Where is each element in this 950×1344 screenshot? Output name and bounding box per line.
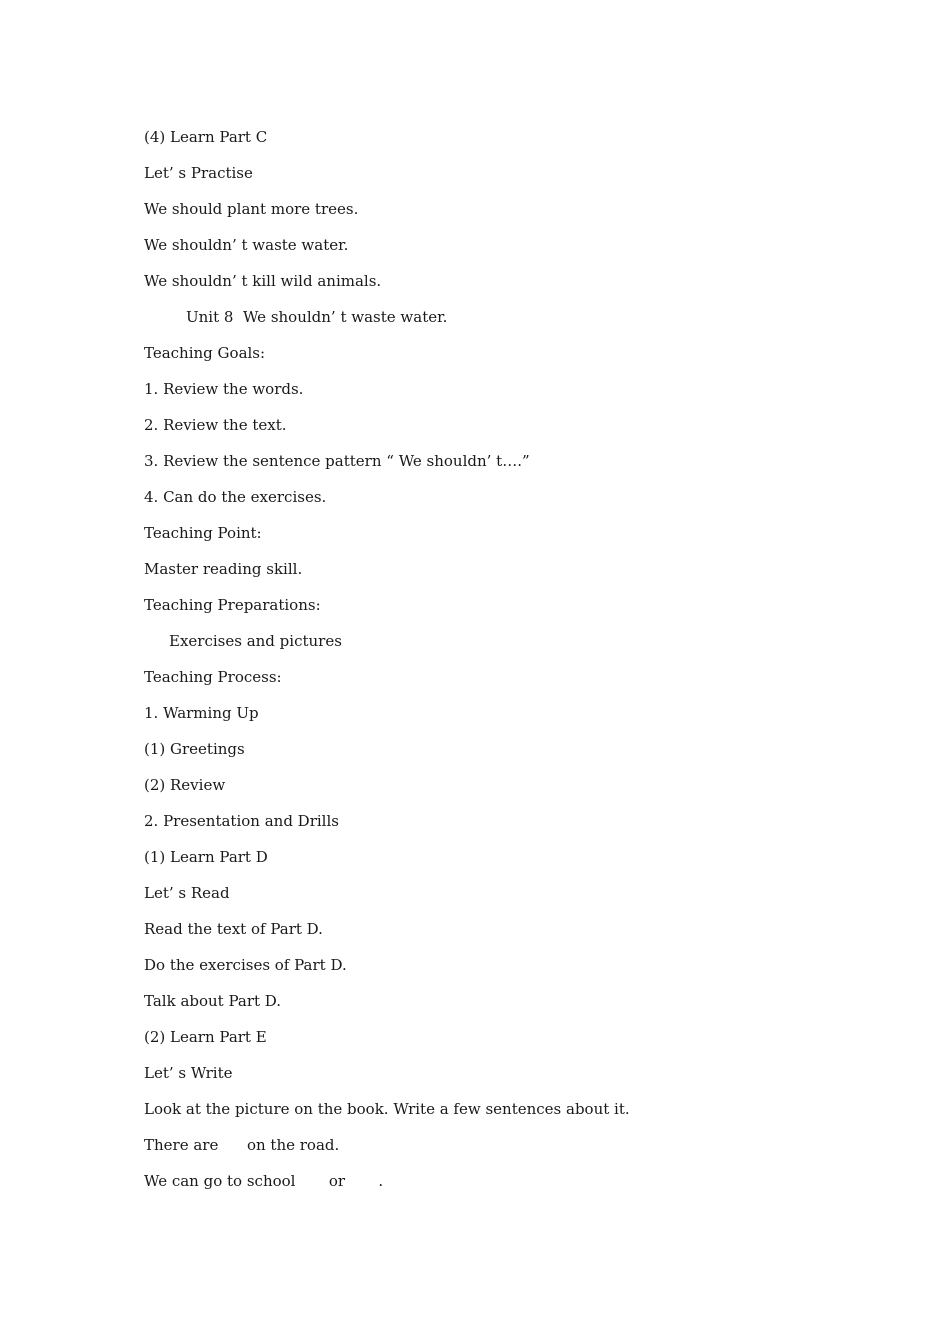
teaching-goals-heading: Teaching Goals:: [144, 344, 266, 362]
unit-title: Unit 8 We shouldn’ t waste water.: [186, 308, 448, 326]
process-step: 1. Warming Up: [144, 704, 259, 722]
process-substep: (1) Learn Part D: [144, 848, 268, 866]
teaching-process-heading: Teaching Process:: [144, 668, 282, 686]
subheading-lets-write: Let’ s Write: [144, 1064, 233, 1082]
goal-item: 3. Review the sentence pattern “ We shouldn’ t….”: [144, 452, 530, 470]
process-substep: (1) Greetings: [144, 740, 245, 758]
text-line: Exercises and pictures: [169, 632, 342, 650]
text-line: Do the exercises of Part D.: [144, 956, 347, 974]
goal-item: 4. Can do the exercises.: [144, 488, 327, 506]
goal-item: 2. Review the text.: [144, 416, 287, 434]
subheading-lets-practise: Let’ s Practise: [144, 164, 253, 182]
process-substep: (2) Learn Part E: [144, 1028, 267, 1046]
text-line: Talk about Part D.: [144, 992, 282, 1010]
teaching-preparations-heading: Teaching Preparations:: [144, 596, 321, 614]
teaching-point-heading: Teaching Point:: [144, 524, 262, 542]
text-line: We should plant more trees.: [144, 200, 359, 218]
text-line: We shouldn’ t kill wild animals.: [144, 272, 382, 290]
subheading-lets-read: Let’ s Read: [144, 884, 230, 902]
goal-item: 1. Review the words.: [144, 380, 304, 398]
text-line: Master reading skill.: [144, 560, 303, 578]
fill-in-line: We can go to school or .: [144, 1172, 384, 1190]
section-heading-part-c: (4) Learn Part C: [144, 128, 268, 146]
text-line: Read the text of Part D.: [144, 920, 323, 938]
fill-in-line: There are on the road.: [144, 1136, 340, 1154]
text-line: Look at the picture on the book. Write a few sentences about it.: [144, 1100, 630, 1118]
text-line: We shouldn’ t waste water.: [144, 236, 349, 254]
process-step: 2. Presentation and Drills: [144, 812, 339, 830]
document-body: [144, 124, 844, 1204]
process-substep: (2) Review: [144, 776, 226, 794]
